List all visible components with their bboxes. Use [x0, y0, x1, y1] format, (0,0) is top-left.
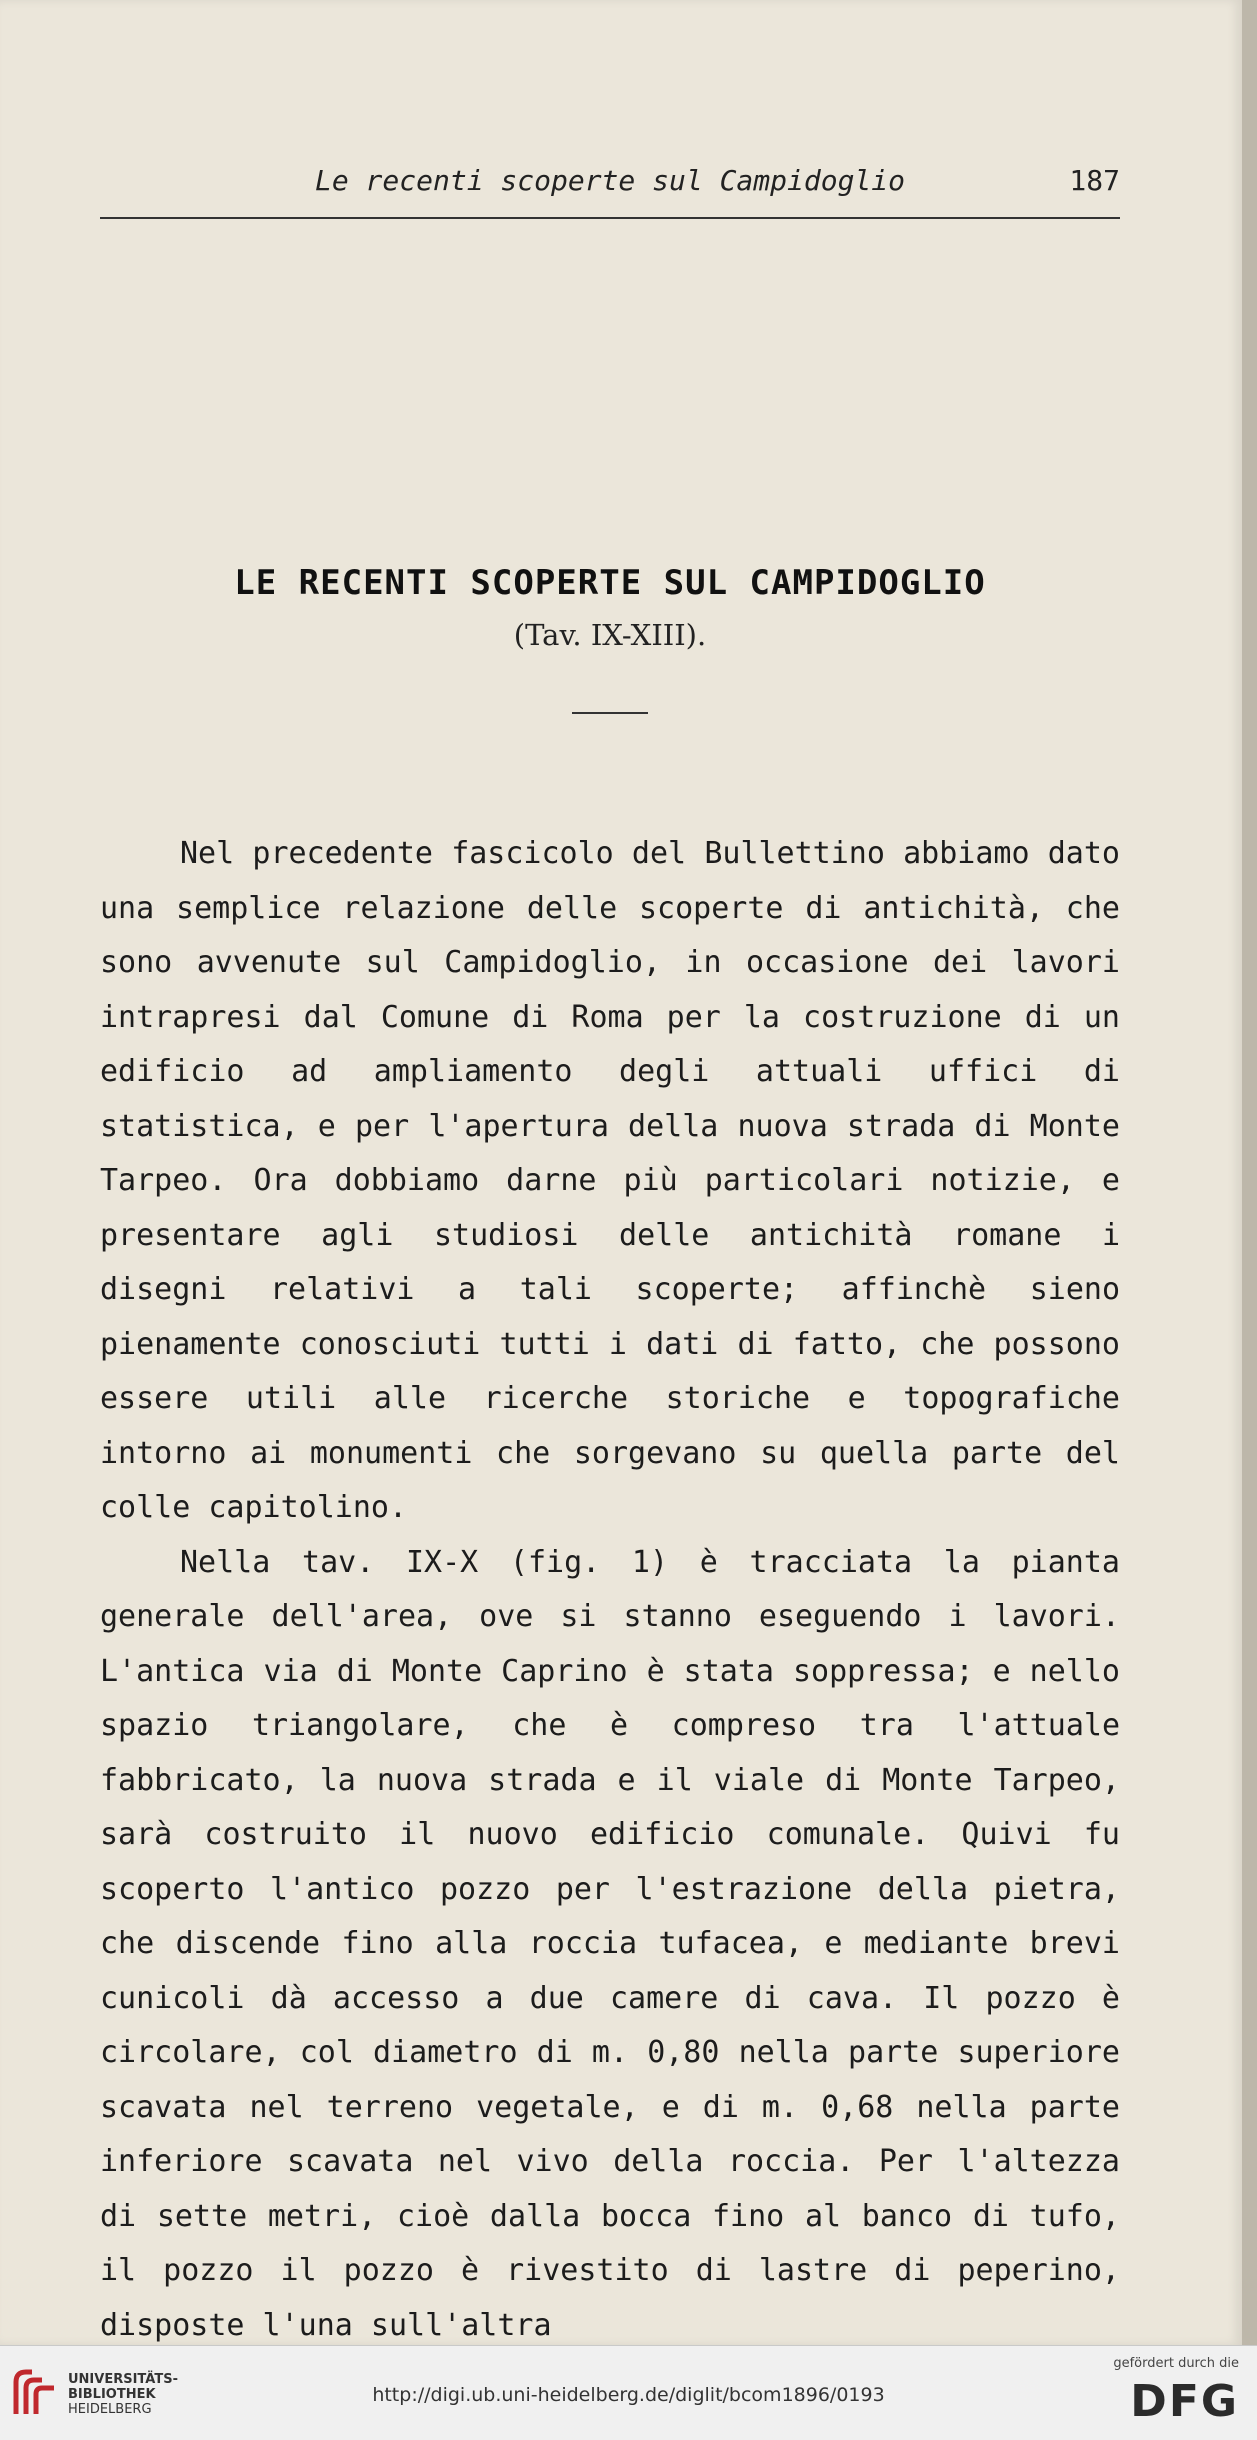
paragraph-1: Nel precedente fascicolo del Bullettino abbiamo dato una semplice relazione delle scoperte di antichità, che sono avvenute sul Campidoglio, in occasione dei lavori intrapresi dal Comune di Roma per la costruzione di un edificio ad ampliamento degli attuali uffici di statistica, e per l'apertura della nuova strada di Monte Tarpeo. Ora dobbiamo darne più particolari notizie, e presentare agli studiosi delle antichità romane i disegni relativi a tali scoperte; affinchè sieno pienamente conosciuti tutti i dati di fatto, che possono essere utili alle ricerche storiche e topografiche intorno ai monumenti che sorgevano su quella parte del colle capitolino.	[100, 836, 1120, 1525]
dfg-logo[interactable]: DFG	[1130, 2376, 1239, 2427]
running-head	[100, 160, 1120, 204]
viewer-footer	[0, 2345, 1257, 2440]
page-edge	[1242, 0, 1257, 2345]
header-rule	[100, 217, 1120, 219]
page-number: 187	[1069, 164, 1120, 197]
permalink-url[interactable]: http://digi.ub.uni-heidelberg.de/diglit/bcom1896/0193	[372, 2384, 885, 2406]
library-name-line2: BIBLIOTHEK	[68, 2387, 156, 2402]
library-name-line3: HEIDELBERG	[68, 2402, 152, 2417]
article-title: LE RECENTI SCOPERTE SUL CAMPIDOGLIO	[234, 563, 986, 603]
funded-by-label: gefördert durch die	[1113, 2356, 1239, 2371]
paragraph-2: Nella tav. IX-X (fig. 1) è tracciata la pianta generale dell'area, ove si stanno eseguendo i lavori. L'antica via di Monte Caprino è stata soppressa; e nello spazio triangolare, che è compreso tra l'attuale fabbricato, la nuova strada e il viale di Monte Tarpeo, sarà costruito il nuovo edificio comunale. Quivi fu scoperto l'antico pozzo per l'estrazione della pietra, che discende fino alla roccia tufacea, e mediante brevi cunicoli dà accesso a due camere di cava. Il pozzo è circolare, col diametro di m. 0,80 nella parte superiore scavata nel terreno vegetale, e di m. 0,68 nella parte inferiore scavata nel vivo della roccia. Per l'altezza di sette metri, cioè dalla bocca fino al banco di tufo, il pozzo il pozzo è rivestito di lastre di peperino, disposte l'una sull'altra	[100, 1544, 1120, 2343]
article-subtitle: (Tav. IX-XIII).	[513, 618, 707, 652]
article-body	[100, 827, 1120, 2353]
library-name-line1: UNIVERSITÄTS-	[68, 2372, 178, 2387]
running-head-title: Le recenti scoperte sul Campidoglio	[314, 164, 905, 197]
title-divider	[572, 712, 648, 714]
